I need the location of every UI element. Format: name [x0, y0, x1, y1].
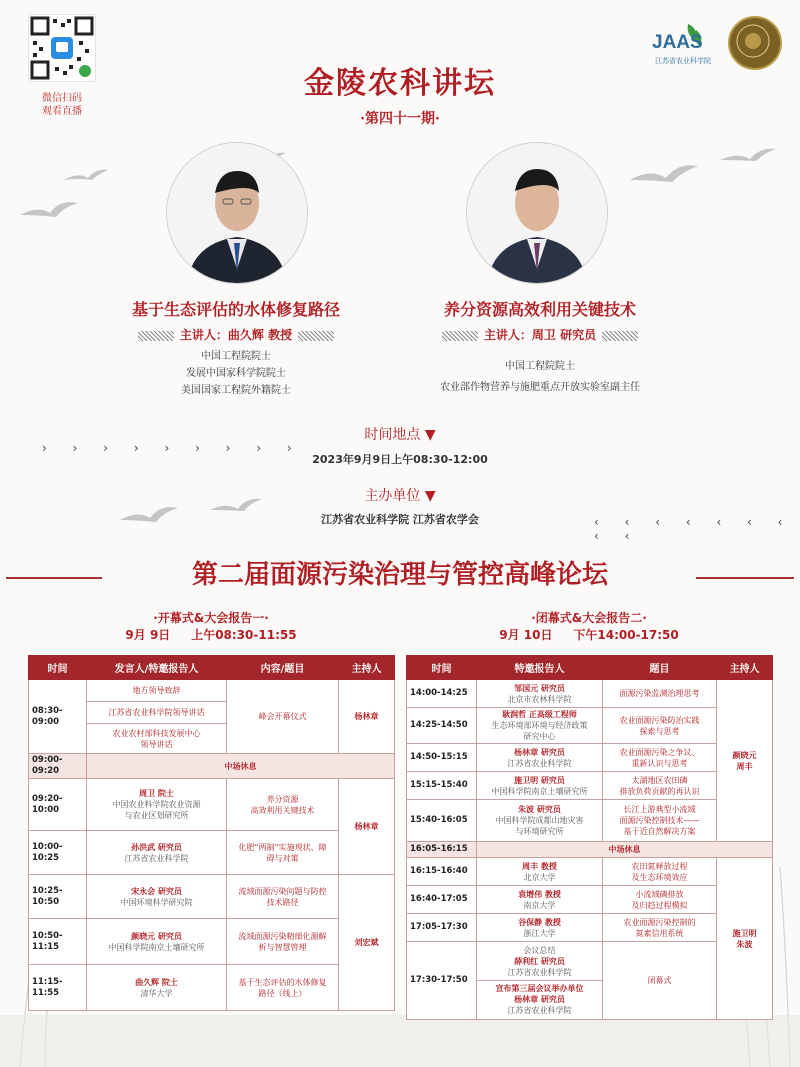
table-cell-topic: 农业面源污染防治实践 探索与思考 [603, 708, 717, 744]
speaker-name-1: 主讲人：曲久辉 教授 [179, 328, 293, 342]
speaker-name: 孙洪武 研究员 [131, 842, 182, 852]
speaker-credentials-1 [80, 348, 392, 399]
table-cell-speaker [87, 875, 227, 919]
speaker-name: 周丰 教授 [522, 861, 557, 871]
table-cell-speaker [477, 744, 603, 772]
speaker-affiliation: 北京市农林科学院 [507, 694, 572, 704]
credential: 中国工程院院士 [201, 351, 271, 362]
hatch-decoration [298, 331, 334, 341]
title-rule-right [696, 577, 794, 579]
table-cell-speaker: 农业农村部科技发展中心 领导讲话 [87, 724, 227, 754]
table-cell-topic: 农田氮释放过程 及生态环境效应 [603, 858, 717, 886]
table-cell-speaker [477, 858, 603, 886]
closing-item: 宣布第三届会议举办单位 [495, 984, 584, 993]
column-header: 发言人/特邀报告人 [87, 656, 227, 680]
table-cell-speaker [477, 708, 603, 744]
speaker-affiliation: 中国科学院成都山地灾害 与环境研究所 [495, 816, 584, 836]
table-cell-speaker: 地方领导致辞 [87, 680, 227, 702]
column-header: 时间 [29, 656, 87, 680]
speaker-name-2: 主讲人：周卫 研究员 [483, 328, 597, 342]
forum-title: 第二届面源污染治理与管控高峰论坛 [191, 560, 608, 590]
table-cell-speaker [477, 914, 603, 942]
table-cell-break: 中场休息 [87, 754, 395, 779]
speaker-photo-zhou-wei [466, 142, 608, 284]
table-cell-host: 杨林章 [339, 779, 395, 875]
speaker-affiliation: 浙江大学 [523, 928, 556, 938]
session1-header [28, 610, 394, 644]
speaker-affiliation: 生态环境部环境与经济政策 研究中心 [491, 721, 588, 741]
table-cell-host: 施卫明 朱波 [717, 858, 773, 1020]
table-cell-speaker [477, 800, 603, 842]
closing-item: 会议总结 [523, 946, 556, 955]
table-cell-topic: 峰会开幕仪式 [227, 680, 339, 754]
hatch-decoration [602, 331, 638, 341]
table-cell-topic: 基于生态评估的水体修复 路径（线上） [227, 965, 339, 1011]
credential: 中国工程院院士 [505, 361, 575, 372]
table-cell-speaker [87, 919, 227, 965]
speaker-affiliation: 江苏省农业科学院 [124, 853, 189, 863]
credential: 发展中国家科学院院士 [186, 368, 286, 379]
speaker-affiliation: 中国科学院南京土壤研究所 [491, 786, 588, 796]
speaker-credentials-2 [382, 356, 698, 398]
table-cell-time: 16:05-16:15 [407, 842, 477, 858]
speaker-name: 周卫 院士 [139, 789, 174, 798]
hatch-decoration [442, 331, 478, 341]
speaker-name: 袁增伟 教授 [518, 889, 561, 899]
speaker-line-1 [80, 326, 392, 343]
table-cell-topic: 长江上游典型小流域 面源污染控制技术—— 基于近自然解决方案 [603, 800, 717, 842]
speaker-name: 邹国元 研究员 [514, 683, 565, 693]
table-cell-time: 17:05-17:30 [407, 914, 477, 942]
hatch-decoration [138, 331, 174, 341]
speaker-affiliation: 江苏省农业科学院 [507, 968, 572, 977]
time-location-label: 时间地点 ▼ [364, 427, 436, 443]
talk-title-2: 养分资源高效利用关键技术 [443, 300, 636, 319]
column-header: 主持人 [717, 656, 773, 680]
chevrons-right-decoration: › › › › › › › › › [42, 441, 303, 455]
chevrons-left-decoration: ‹ ‹ ‹ ‹ ‹ ‹ ‹ ‹ ‹ [594, 515, 794, 543]
speaker-name: 曲久辉 院士 [135, 977, 178, 987]
jaas-logo-subtitle: 江苏省农业科学院 [655, 57, 711, 65]
session2-title: ·闭幕式&大会报告二· [531, 611, 647, 625]
table-cell-time: 14:00-14:25 [407, 680, 477, 708]
table-cell-time: 15:15-15:40 [407, 772, 477, 800]
table-cell-time: 10:00-10:25 [29, 831, 87, 875]
qr-caption: 微信扫码 观看直播 [42, 93, 82, 117]
table-cell-time: 09:00-09:20 [29, 754, 87, 779]
table-cell-topic: 农业面源污染之争议、 重新认识与思考 [603, 744, 717, 772]
schedule-table-day1 [28, 655, 395, 1011]
session2-header [406, 610, 772, 644]
schedule-table-day2 [406, 655, 773, 1020]
table-cell-speaker [477, 680, 603, 708]
speaker-name: 朱波 研究员 [518, 805, 561, 814]
speaker-affiliation: 中国环境科学研究院 [120, 897, 193, 907]
speaker-affiliation: 中国农业科学院农业资源 与农业区划研究所 [112, 800, 201, 820]
table-cell-speaker: 江苏省农业科学院领导讲话 [87, 702, 227, 724]
speaker-name: 谷保静 教授 [518, 917, 561, 927]
column-header: 题目 [603, 656, 717, 680]
table-cell-time: 17:30-17:50 [407, 942, 477, 1020]
speaker-affiliation: 南京大学 [523, 900, 556, 910]
time-location-value: 2023年9月9日上午08:30-12:00 [312, 453, 488, 466]
page-title: 金陵农科讲坛 [304, 66, 496, 101]
table-cell-host: 杨林章 [339, 680, 395, 754]
host-org-value: 江苏省农业科学院 江苏省农学会 [321, 513, 479, 526]
table-cell-topic: 闭幕式 [603, 942, 717, 1020]
column-header: 主持人 [339, 656, 395, 680]
speaker-name: 宋永会 研究员 [131, 886, 182, 896]
table-cell-topic: 小流域磷排放 及归趋过程模拟 [603, 886, 717, 914]
session1-title: ·开幕式&大会报告一· [153, 611, 269, 625]
table-cell-topic: 面源污染监测治理思考 [603, 680, 717, 708]
table-cell-time: 14:50-15:15 [407, 744, 477, 772]
table-cell-topic: 农业面源污染控制的 氮素信用系统 [603, 914, 717, 942]
speaker-name: 薛利红 研究员 [514, 957, 565, 966]
credential: 美国国家工程院外籍院士 [181, 385, 291, 396]
table-cell-speaker [477, 772, 603, 800]
table-cell-topic: 太湖地区农田磷 排放负荷贡献的再认识 [603, 772, 717, 800]
column-header: 时间 [407, 656, 477, 680]
table-cell-speaker [87, 831, 227, 875]
session2-date: 9月 10日 下午14:00-17:50 [499, 628, 679, 642]
talk-title-1: 基于生态评估的水体修复路径 [131, 300, 340, 319]
speaker-affiliation: 北京大学 [523, 872, 556, 882]
table-cell-speaker [477, 942, 603, 1020]
table-cell-host: 颜晓元 周丰 [717, 680, 773, 842]
speaker-name: 施卫明 研究员 [514, 775, 565, 785]
table-cell-time: 10:25-10:50 [29, 875, 87, 919]
table-cell-time: 16:40-17:05 [407, 886, 477, 914]
column-header: 特邀报告人 [477, 656, 603, 680]
table-cell-topic: 流域面源污染精细化源解 析与智慧管理 [227, 919, 339, 965]
speaker-name: 颜晓元 研究员 [131, 931, 182, 941]
table-cell-host: 刘宏斌 [339, 875, 395, 1011]
speaker-name: 杨林章 研究员 [514, 995, 565, 1004]
table-cell-time: 14:25-14:50 [407, 708, 477, 744]
table-cell-time: 09:20-10:00 [29, 779, 87, 831]
session1-date: 9月 9日 上午08:30-11:55 [125, 628, 297, 642]
table-cell-time: 10:50-11:15 [29, 919, 87, 965]
speaker-photo-qu-jiuhui [166, 142, 308, 284]
table-cell-topic: 化肥“两制”实施现状、障 碍与对策 [227, 831, 339, 875]
speaker-affiliation: 中国科学院南京土壤研究所 [108, 942, 205, 952]
table-cell-time: 16:15-16:40 [407, 858, 477, 886]
table-cell-break: 中场休息 [477, 842, 773, 858]
speaker-affiliation: 江苏省农业科学院 [507, 1006, 572, 1015]
table-cell-speaker [477, 886, 603, 914]
table-cell-speaker [87, 779, 227, 831]
speaker-line-2 [382, 326, 698, 343]
table-cell-topic: 流域面源污染问题与防控 技术路径 [227, 875, 339, 919]
table-cell-time: 08:30-09:00 [29, 680, 87, 754]
table-cell-time: 11:15-11:55 [29, 965, 87, 1011]
speaker-name: 耿润哲 正高级工程师 [502, 710, 577, 719]
table-cell-time: 15:40-16:05 [407, 800, 477, 842]
speaker-affiliation: 江苏省农业科学院 [507, 758, 572, 768]
speaker-affiliation: 清华大学 [140, 988, 173, 998]
host-org-label: 主办单位 ▼ [364, 488, 436, 504]
table-cell-speaker [87, 965, 227, 1011]
speaker-name: 杨林章 研究员 [514, 747, 565, 757]
column-header: 内容/题目 [227, 656, 339, 680]
jaas-logo-text: JAAS [652, 32, 703, 53]
issue-number: ·第四十一期· [360, 111, 440, 127]
table-cell-topic: 养分资源 高效利用关键技术 [227, 779, 339, 831]
credential: 农业部作物营养与施肥重点开放实验室副主任 [440, 382, 640, 393]
